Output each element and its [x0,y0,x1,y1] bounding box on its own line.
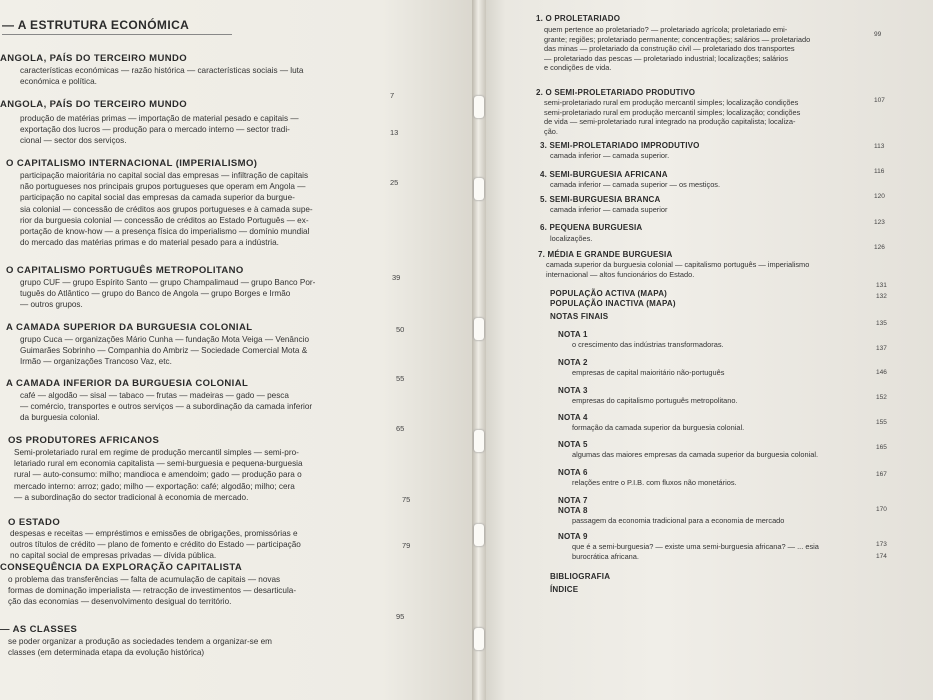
entry-text: quem pertence ao proletariado? — proletariado agrícola; proletariado emi- grante; regiões; proletariado permanente; concentrações; salários — proletariado das minas — proletariado da construção civil — proletariado dos transportes — proletariado das pescas — proletariado industrial; localizações; salários e condições de vida. [544,25,811,73]
page-number: 131 [876,282,887,289]
section-heading: OS PRODUTORES AFRICANOS [8,435,160,446]
entry-text: formação da camada superior da burguesia colonial. [572,423,745,432]
entry-text: camada inferior — camada superior — os mestiços. [550,180,721,189]
entry-heading: 1. O PROLETARIADO [536,14,621,23]
page-number: 152 [876,394,887,401]
page-number: 107 [874,97,885,104]
page-number: 155 [876,419,887,426]
page-number: 165 [876,444,887,451]
page-number: 13 [390,128,399,137]
entry-heading: POPULAÇÃO INACTIVA (MAPA) [550,299,676,308]
section-heading: ANGOLA, PAÍS DO TERCEIRO MUNDO [0,99,188,110]
section-text: características económicas — razão histórica — características sociais — luta económica e política. [20,66,304,87]
page-number: 174 [876,553,887,560]
entry-heading: NOTA 6 [558,468,588,477]
section-text: despesas e receitas — empréstimos e emissões de obrigações, promissórias e outros títulos de crédito — plano de fomento e crédito do Estado — participação no capital social de empresas privadas — dívida pública. [10,529,301,561]
page-number: 146 [876,369,887,376]
entry-text: algumas das maiores empresas da camada superior da burguesia colonial. [572,450,819,459]
entry-heading: 3. SEMI-PROLETARIADO IMPRODUTIVO [540,141,700,150]
entry-heading: NOTA 5 [558,440,588,449]
entry-heading: NOTA 9 [558,532,588,541]
page-number: 113 [874,143,885,150]
page-number: 126 [874,244,885,251]
section-heading: ANGOLA, PAÍS DO TERCEIRO MUNDO [0,53,188,64]
page-number: 116 [874,168,885,175]
page-number: 50 [396,325,405,334]
title-underline [2,34,232,35]
binding-stitch [474,524,484,546]
page-number: 55 [396,374,405,383]
page-number: 137 [876,345,887,352]
binding-stitch [474,628,484,650]
entry-heading: NOTA 3 [558,386,588,395]
page-number: 65 [396,424,405,433]
entry-text: o crescimento das indústrias transformadoras. [572,340,724,349]
page-number: 25 [390,178,399,187]
entry-text: relações entre o P.I.B. com fluxos não monetários. [572,478,737,487]
page-number: 120 [874,193,885,200]
page-number: 95 [396,612,405,621]
binding-stitch [474,96,484,118]
entry-text: empresas do capitalismo português metropolitano. [572,396,738,405]
page-number: 167 [876,471,887,478]
page-number: 173 [876,541,887,548]
section-heading: O CAPITALISMO PORTUGUÊS METROPOLITANO [6,265,244,276]
entry-heading: NOTA 2 [558,358,588,367]
section-heading: O CAPITALISMO INTERNACIONAL (IMPERIALISMO) [6,158,258,169]
entry-heading: NOTAS FINAIS [550,312,609,321]
entry-heading: NOTA 1 [558,330,588,339]
page-number: 79 [402,541,411,550]
section-heading: A CAMADA INFERIOR DA BURGUESIA COLONIAL [6,378,249,389]
entry-heading: NOTA 4 [558,413,588,422]
page-number: 99 [874,31,882,38]
section-text: Semi-proletariado rural em regime de produção mercantil simples — semi-pro- letariado rural em economia capitalista — semi-burguesia e pequena-burguesia rural — auto-consumo: milho; mandioca e amendoim; gado — produção para o mercado interno: arroz; gado; milho — exportação: café; algodão; milho; cera — a subordinação do sector tradicional à economia de mercado. [14,448,303,502]
entry-heading: 6. PEQUENA BURGUESIA [540,223,643,232]
entry-text: camada inferior — camada superior [550,205,668,214]
entry-text: camada inferior — camada superior. [550,151,670,160]
page-number: 170 [876,506,887,513]
entry-text: camada superior da burguesia colonial — capitalismo português — imperialismo internacional — altos funcionários do Estado. [546,260,810,279]
entry-heading: 7. MÉDIA E GRANDE BURGUESIA [538,250,673,259]
section-text: café — algodão — sisal — tabaco — frutas — madeiras — gado — pesca — comércio, transportes e outros serviços — a subordinação da camada inferior da burguesia colonial. [20,391,313,423]
right-page [478,0,933,700]
entry-heading: NOTA 8 [558,506,588,515]
page-number: 39 [392,273,401,282]
entry-heading: 5. SEMI-BURGUESIA BRANCA [540,195,661,204]
entry-text: passagem da economia tradicional para a economia de mercado [572,516,785,525]
section-text: o problema das transferências — falta de acumulação de capitais — novas formas de dominação imperialista — retracção de investimentos — desarticula- ção das economias — desenvolvimento desigual do território. [8,575,297,607]
section-text: produção de matérias primas — importação de material pesado e capitais — exportação dos lucros — produção para o mercado interno — sector tradi- cional — sector dos serviços. [20,114,299,146]
section-heading: O ESTADO [8,517,61,528]
page-number: 123 [874,219,885,226]
page-title: — A ESTRUTURA ECONÓMICA [2,18,190,32]
entry-heading: 4. SEMI-BURGUESIA AFRICANA [540,170,668,179]
section-heading: CONSEQUÊNCIA DA EXPLORAÇÃO CAPITALISTA [0,562,243,573]
section-text: se poder organizar a produção as sociedades tendem a organizar-se em classes (em determinada etapa da evolução histórica) [8,637,272,658]
entry-heading: 2. O SEMI-PROLETARIADO PRODUTIVO [536,88,696,97]
entry-heading: ÍNDICE [550,585,579,594]
entry-text: localizações. [550,234,593,243]
entry-text: empresas de capital maioritário não-português [572,368,725,377]
binding-stitch [474,318,484,340]
entry-text: semi-proletariado rural em produção mercantil simples; localização condições semi-proletariado rural em produção mercantil simples; localização; condições de vida — semi-proletariado rural integrado na produção capitalista; localiza- ção. [544,98,801,136]
entry-heading: NOTA 7 [558,496,588,505]
section-heading: — AS CLASSES [0,624,78,635]
binding-stitch [474,430,484,452]
page-number: 135 [876,320,887,327]
page-number: 75 [402,495,411,504]
binding-stitch [474,178,484,200]
entry-heading: POPULAÇÃO ACTIVA (MAPA) [550,289,668,298]
section-heading: A CAMADA SUPERIOR DA BURGUESIA COLONIAL [6,322,253,333]
entry-text: que é a semi-burguesia? — existe uma semi-burguesia africana? — ... esia burocrática africana. [572,542,819,561]
page-number: 7 [390,91,395,100]
section-text: participação maioritária no capital social das empresas — infiltração de capitais não portugueses nos principais grupos portugueses que operam em Angola — participação no capital social das empresas da camada superior da burgue- sia colonial — concessão de créditos aos grupos portugueses e à camada supe- rior da burguesia colonial — concessão de créditos ao Estado Português — ex- portação de know-how — a presença física do imperialismo — domínio mundial do mercado das matérias primas e do material pesado para a indústria. [20,171,313,248]
page-number: 132 [876,293,887,300]
entry-heading: BIBLIOGRAFIA [550,572,611,581]
section-text: grupo Cuca — organizações Mário Cunha — fundação Mota Veiga — Venâncio Guimarães Sobrinho — Companhia do Ambriz — Sociedade Comercial Mota & Irmão — organizações Trancoso Vaz, etc. [20,335,310,367]
section-text: grupo CUF — grupo Espírito Santo — grupo Champalimaud — grupo Banco Por- tuguês do Atlântico — grupo do Banco de Angola — grupo Borges e Irmão — outros grupos. [20,278,316,310]
